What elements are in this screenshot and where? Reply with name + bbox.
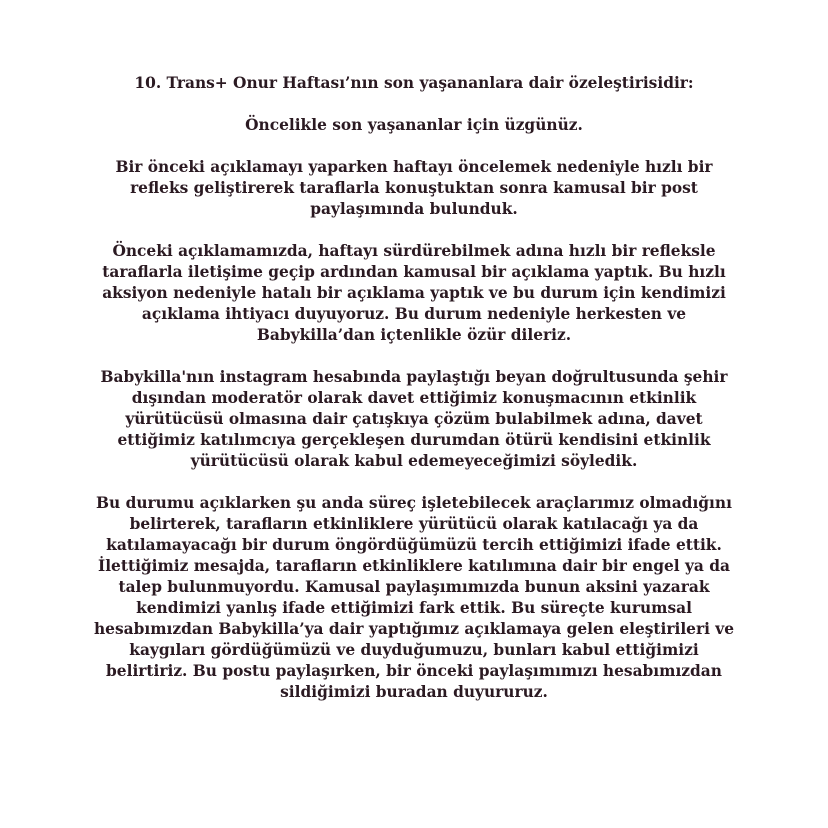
- paragraph-clarification: Bu durumu açıklarken şu anda süreç işletebilecek araçlarımız olmadığını belirterek, tarafların etkinliklere yürütücü olarak katılacağı ya da katılamayacağı bir durum öngördüğümüzü tercih ettiğimizi ifade ettik. İlettiğimiz mesajda, tarafların etkinliklere katılımına dair bir engel ya da talep bulunmuyordu. Kamusal paylaşımımızda bunun aksini yazarak kendimizi yanlış ifade ettiğimizi fark ettik. Bu süreçte kurumsal hesabımızdan Babykilla’ya dair yaptığımız açıklamaya gelen eleştirileri ve kaygıları gördüğümüzü ve duyduğumuzu, bunları kabul ettiğimizi belirtiriz. Bu postu paylaşırken, bir önceki paylaşımımızı hesabımızdan sildiğimizi buradan duyururuz.: [93, 494, 735, 701]
- paragraph-moderator-decision: Babykilla'nın instagram hesabında paylaştığı beyan doğrultusunda şehir dışından moderatör olarak davet ettiğimiz konuşmacının etkinlik yürütücüsü olmasına dair çatışkıya çözüm bulabilmek adına, davet ettiğimiz katılımcıya gerçekleşen durumdan ötürü kendisini etkinlik yürütücüsü olarak kabul edemeyeceğimizi söyledik.: [100, 368, 728, 470]
- paragraph-hasty-statement: Önceki açıklamamızda, haftayı sürdürebilmek adına hızlı bir refleksle taraflarla iletişime geçip ardından kamusal bir açıklama yaptık. Bu hızlı aksiyon nedeniyle hatalı bir açıklama yaptık ve bu durum için kendimizi açıklama ihtiyacı duyuyoruz. Bu durum nedeniyle herkesten ve Babykilla’dan içtenlikle özür dileriz.: [102, 242, 726, 344]
- statement-document: [70, 73, 758, 703]
- statement-title: 10. Trans+ Onur Haftası’nın son yaşananlara dair özeleştirisidir:: [134, 74, 694, 92]
- paragraph-apology: Öncelikle son yaşananlar için üzgünüz.: [245, 116, 583, 134]
- paragraph-previous-announcement: Bir önceki açıklamayı yaparken haftayı öncelemek nedeniyle hızlı bir refleks geliştirerek taraflarla konuştuktan sonra kamusal bir post paylaşımında bulunduk.: [115, 158, 713, 218]
